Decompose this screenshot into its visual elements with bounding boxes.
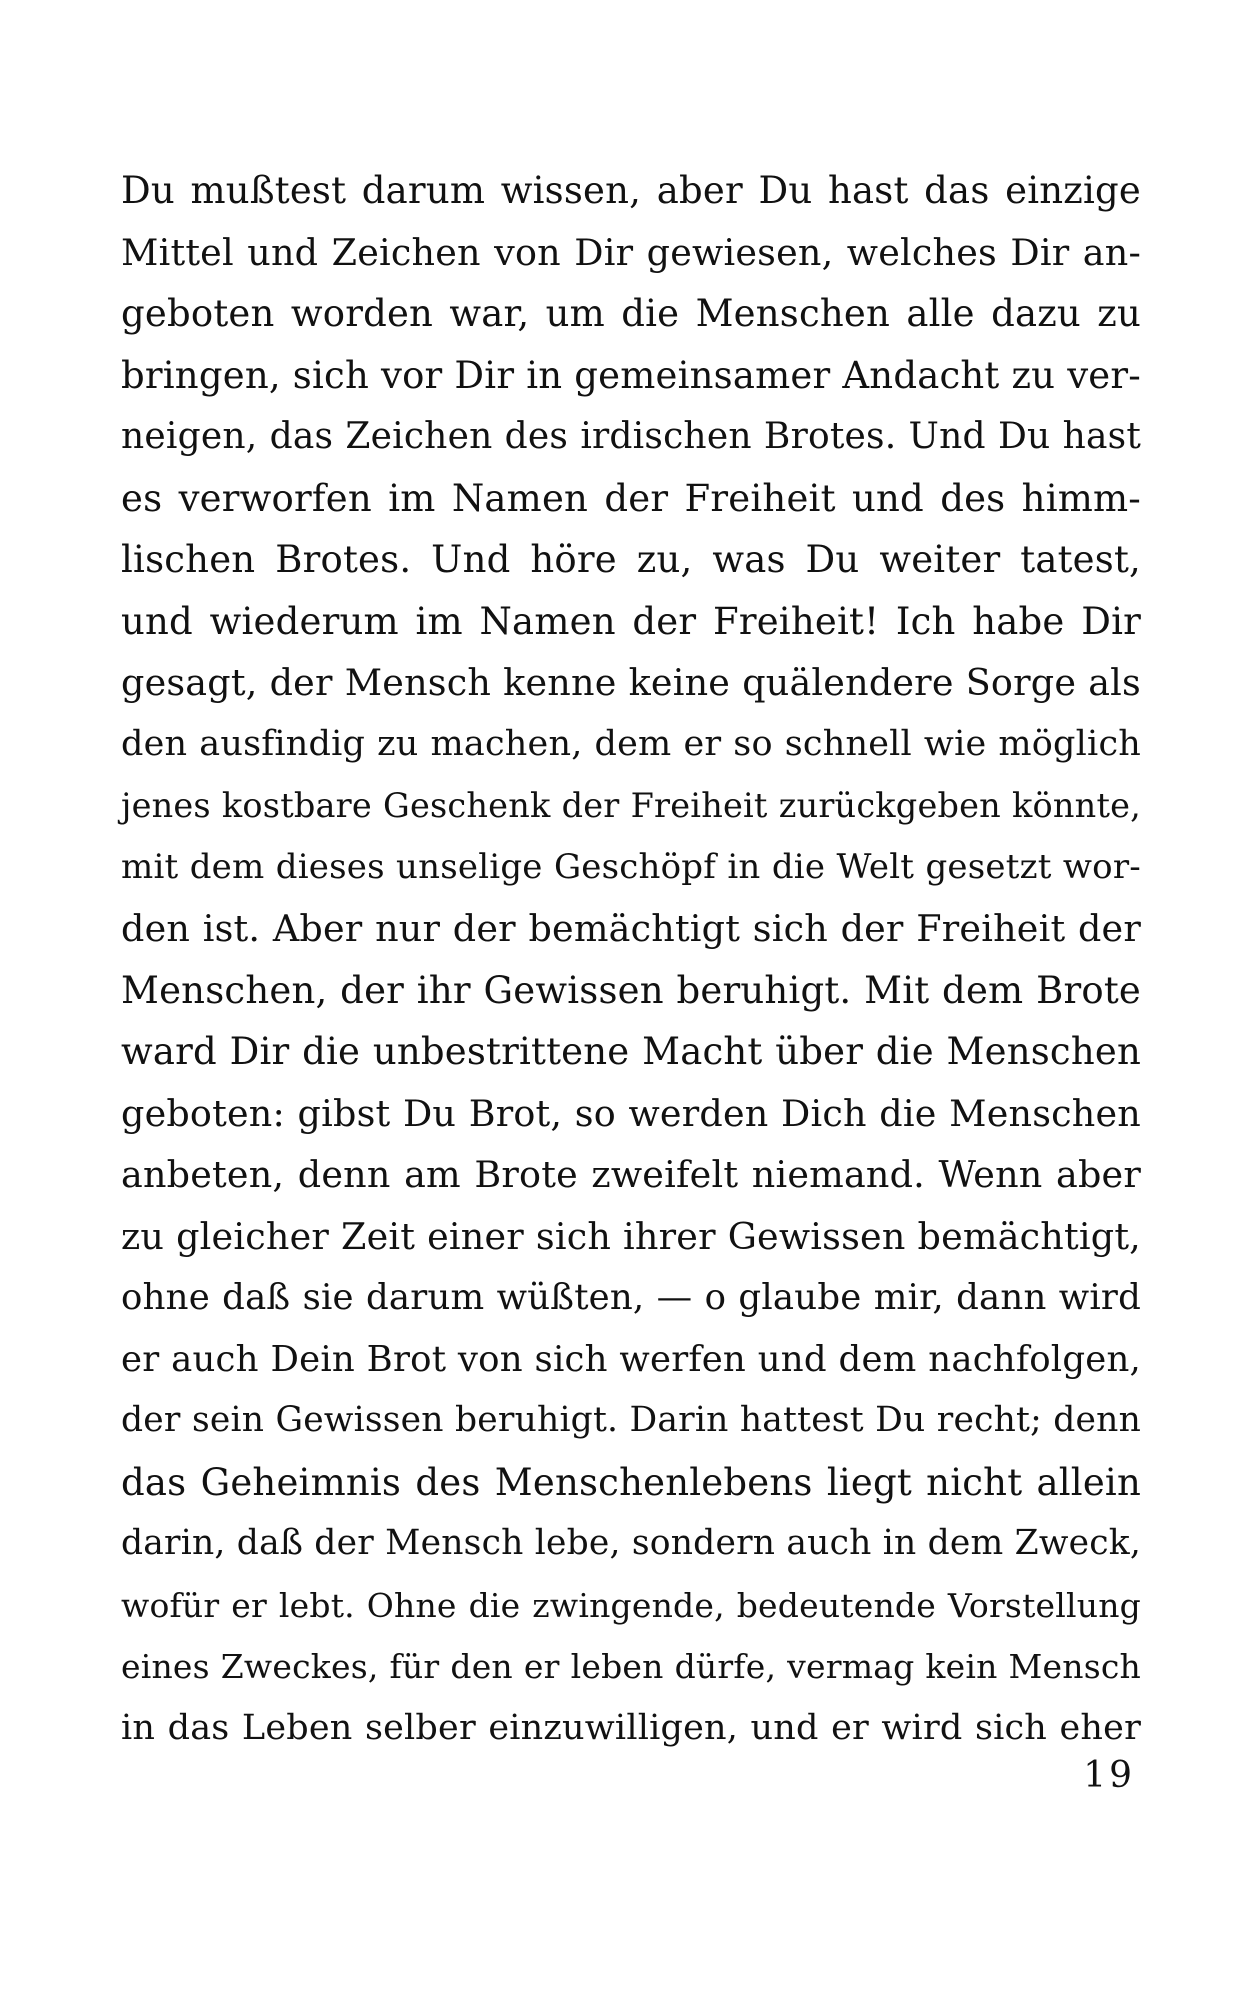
text-line: mit dem dieses unselige Geschöpf in die Welt gesetzt wor- <box>121 846 1141 887</box>
text-line: geboten: gibst Du Brot, so werden Dich die Menschen <box>121 1091 1141 1135</box>
text-line: den ist. Aber nur der bemächtigt sich der Freiheit der <box>121 907 1141 950</box>
text-line: ward Dir die unbestrittene Macht über die Menschen <box>121 1030 1141 1073</box>
text-line: darin, daß der Mensch lebe, sondern auch in dem Zweck, <box>121 1523 1141 1563</box>
text-line: anbeten, denn am Brote zweifelt niemand. Wenn aber <box>121 1153 1141 1196</box>
text-line: und wiederum im Namen der Freiheit! Ich habe Dir <box>121 599 1141 643</box>
text-line: Du mußtest darum wissen, aber Du hast das einzige <box>121 169 1141 212</box>
text-line: den ausfindig zu machen, dem er so schnell wie möglich <box>121 723 1141 764</box>
text-line: das Geheimnis des Menschenlebens liegt nicht allein <box>121 1460 1141 1504</box>
text-line: lischen Brotes. Und höre zu, was Du weiter tatest, <box>121 538 1141 581</box>
text-line: gesagt, der Mensch kenne keine quälendere Sorge als <box>121 661 1141 704</box>
text-line: Menschen, der ihr Gewissen beruhigt. Mit dem Brote <box>121 968 1141 1012</box>
text-line: bringen, sich vor Dir in gemeinsamer Andacht zu ver- <box>121 353 1141 397</box>
text-line: es verworfen im Namen der Freiheit und des himm- <box>121 476 1141 520</box>
body-text <box>121 160 1141 1759</box>
text-line: zu gleicher Zeit einer sich ihrer Gewissen bemächtigt, <box>121 1214 1141 1258</box>
text-line: in das Leben selber einzuwilligen, und er wird sich eher <box>121 1707 1141 1748</box>
text-line: er auch Dein Brot von sich werfen und dem nachfolgen, <box>121 1338 1141 1380</box>
page-number: 19 <box>1083 1755 1135 1796</box>
text-line: der sein Gewissen beruhigt. Darin hattest Du recht; denn <box>121 1400 1141 1440</box>
text-line: geboten worden war, um die Menschen alle dazu zu <box>121 292 1141 335</box>
text-line: ohne daß sie darum wüßten, — o glaube mir, dann wird <box>121 1277 1141 1318</box>
text-line: eines Zweckes, für den er leben dürfe, vermag kein Mensch <box>121 1647 1141 1686</box>
text-line: jenes kostbare Geschenk der Freiheit zurückgeben könnte, <box>121 786 1141 825</box>
text-line: neigen, das Zeichen des irdischen Brotes. Und Du hast <box>121 416 1141 457</box>
text-line: Mittel und Zeichen von Dir gewiesen, welches Dir an- <box>121 230 1141 274</box>
text-line: wofür er lebt. Ohne die zwingende, bedeutende Vorstellung <box>121 1585 1141 1625</box>
